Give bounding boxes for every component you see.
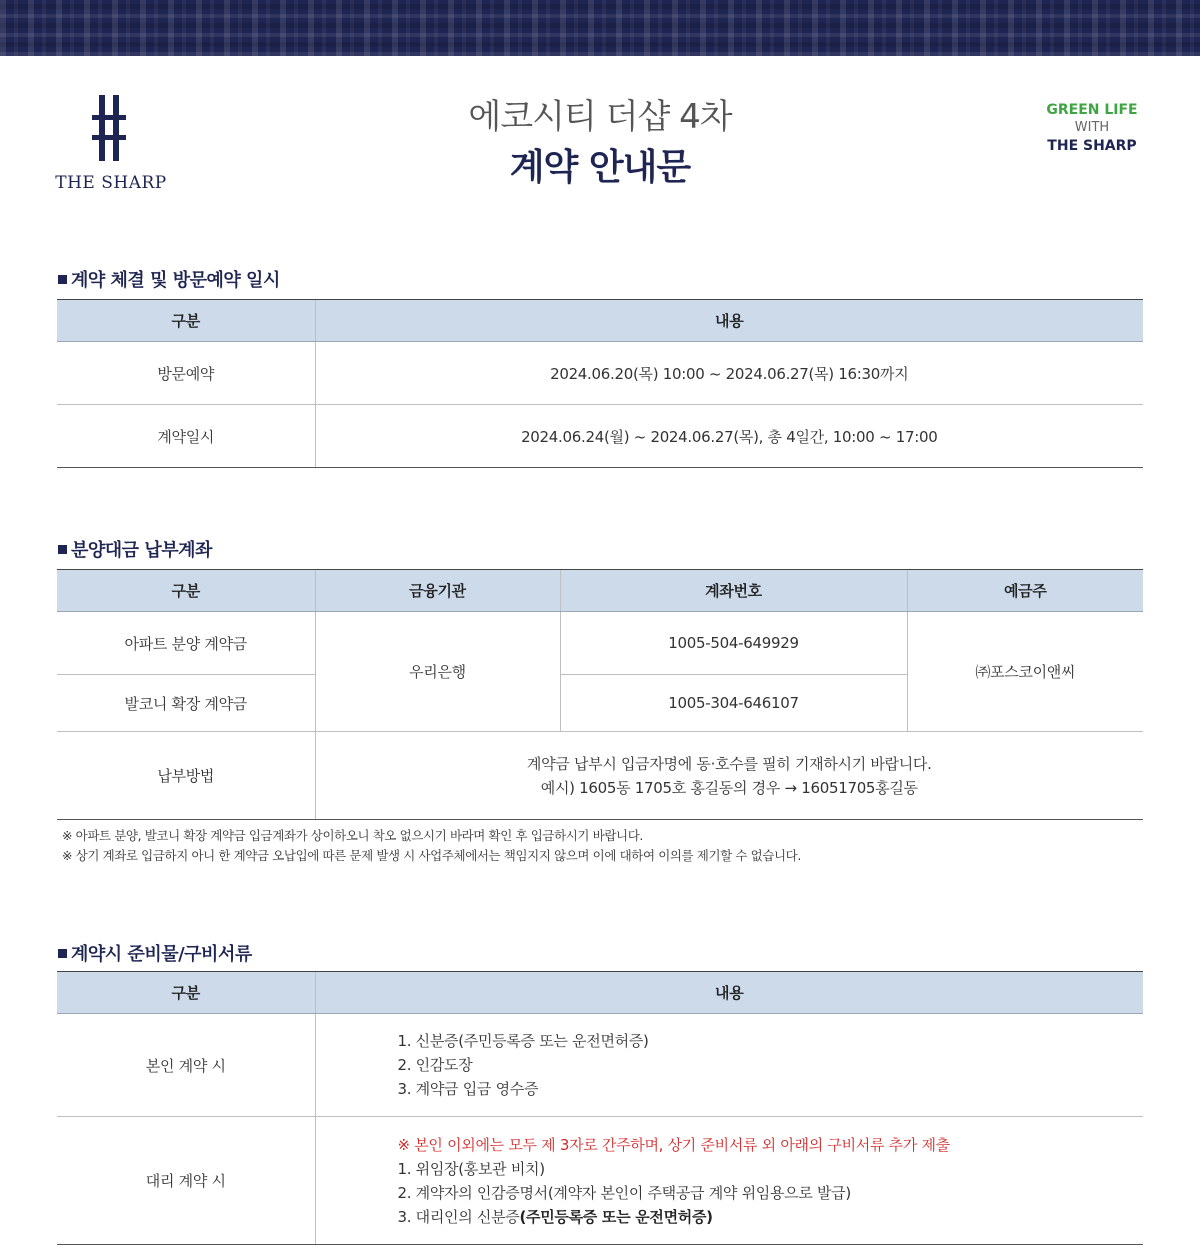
account-table bbox=[57, 569, 1143, 820]
schedule-table bbox=[57, 299, 1143, 468]
documents-table bbox=[57, 971, 1143, 1245]
sharp-mark-icon bbox=[92, 95, 126, 161]
account-number: 1005-504-649929 bbox=[560, 612, 907, 675]
account-notes bbox=[62, 826, 801, 866]
self-documents bbox=[315, 1014, 1143, 1117]
note-line: ※ 상기 계좌로 입금하지 아니 한 계약금 오납입에 따른 문제 발생 시 사업주체에서는 책임지지 않으며 이에 대하여 이의를 제기할 수 없습니다. bbox=[62, 848, 801, 863]
page-title bbox=[300, 92, 900, 194]
list-item: 1. 신분증(주민등록증 또는 운전면허증) bbox=[397, 1032, 649, 1050]
table-header: 구분 bbox=[57, 972, 315, 1014]
table-row bbox=[57, 612, 1143, 675]
note-line: ※ 아파트 분양, 발코니 확장 계약금 입금계좌가 상이하오니 착오 없으시기 바라며 확인 후 입금하시기 바랍니다. bbox=[62, 828, 643, 843]
table-row bbox=[57, 1014, 1143, 1117]
table-row bbox=[57, 342, 1143, 405]
row-label: 방문예약 bbox=[57, 342, 315, 405]
top-pattern-band bbox=[0, 0, 1200, 56]
account-holder: ㈜포스코이앤씨 bbox=[907, 612, 1143, 732]
row-label: 대리 계약 시 bbox=[57, 1117, 315, 1245]
method-line: 계약금 납부시 입금자명에 동·호수를 필히 기재하시기 바랍니다. bbox=[526, 754, 932, 773]
table-header: 금융기관 bbox=[315, 570, 560, 612]
logo-right-line3: THE SHARP bbox=[1047, 138, 1137, 154]
the-sharp-logo bbox=[52, 95, 170, 195]
green-life-logo bbox=[1042, 101, 1142, 155]
section-title-schedule: 계약 체결 및 방문예약 일시 bbox=[58, 266, 280, 292]
title-main: 계약 안내문 bbox=[509, 147, 691, 188]
table-row bbox=[57, 732, 1143, 820]
row-label: 본인 계약 시 bbox=[57, 1014, 315, 1117]
bank-name: 우리은행 bbox=[315, 612, 560, 732]
payment-method bbox=[315, 732, 1143, 820]
table-header: 계좌번호 bbox=[560, 570, 907, 612]
square-bullet-icon bbox=[58, 545, 67, 554]
list-item: 3. 대리인의 신분증(주민등록증 또는 운전면허증) bbox=[397, 1207, 713, 1226]
row-label: 계약일시 bbox=[57, 405, 315, 468]
table-header: 내용 bbox=[315, 300, 1143, 342]
row-label: 아파트 분양 계약금 bbox=[57, 612, 315, 675]
row-value: 2024.06.20(목) 10:00 ~ 2024.06.27(목) 16:30까지 bbox=[315, 342, 1143, 405]
list-item: 1. 위임장(홍보관 비치) bbox=[397, 1159, 545, 1178]
logo-right-line1: GREEN LIFE bbox=[1046, 102, 1138, 118]
row-label: 발코니 확장 계약금 bbox=[57, 675, 315, 732]
section-title-account: 분양대금 납부계좌 bbox=[58, 536, 212, 562]
logo-right-line2: WITH bbox=[1074, 120, 1110, 135]
table-row bbox=[57, 1117, 1143, 1245]
proxy-note: ※ 본인 이외에는 모두 제 3자로 간주하며, 상기 준비서류 외 아래의 구비서류 추가 제출 bbox=[397, 1135, 950, 1154]
table-row bbox=[57, 405, 1143, 468]
row-label: 납부방법 bbox=[57, 732, 315, 820]
square-bullet-icon bbox=[58, 949, 67, 958]
list-item: 2. 계약자의 인감증명서(계약자 본인이 주택공급 계약 위임용으로 발급) bbox=[397, 1183, 851, 1202]
method-example: 예시) 1605동 1705호 홍길동의 경우 → 16051705홍길동 bbox=[540, 778, 918, 797]
logo-text: THE SHARP bbox=[55, 173, 167, 193]
table-header: 구분 bbox=[57, 570, 315, 612]
section-title-documents: 계약시 준비물/구비서류 bbox=[58, 940, 252, 966]
proxy-documents bbox=[315, 1117, 1143, 1245]
list-item: 3. 계약금 입금 영수증 bbox=[397, 1080, 539, 1098]
row-value: 2024.06.24(월) ~ 2024.06.27(목), 총 4일간, 10:00 ~ 17:00 bbox=[315, 405, 1143, 468]
table-header: 내용 bbox=[315, 972, 1143, 1014]
title-sub: 에코시티 더샵 4차 bbox=[468, 97, 732, 137]
account-number: 1005-304-646107 bbox=[560, 675, 907, 732]
table-header: 구분 bbox=[57, 300, 315, 342]
table-header: 예금주 bbox=[907, 570, 1143, 612]
square-bullet-icon bbox=[58, 275, 67, 284]
list-item: 2. 인감도장 bbox=[397, 1056, 473, 1074]
